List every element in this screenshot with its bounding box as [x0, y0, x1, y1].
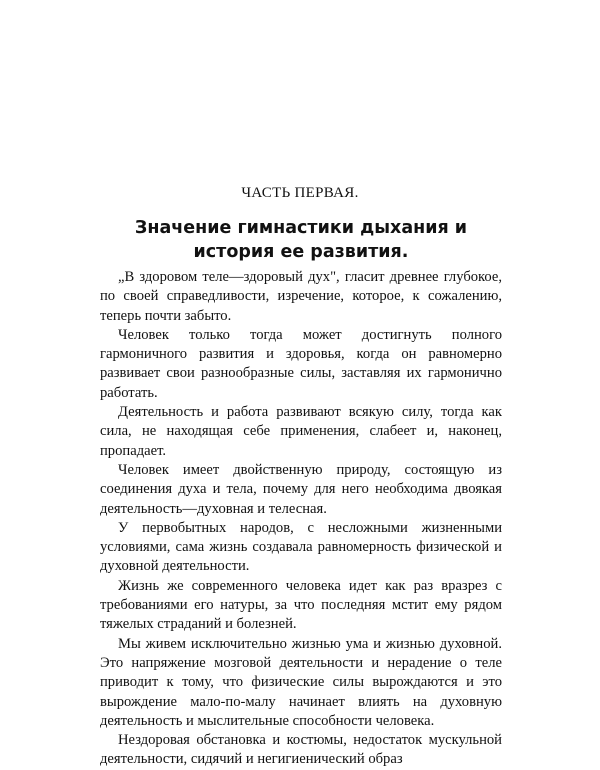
paragraph: Мы живем исключительно жизнью ума и жизнью духовной. Это напряжение мозговой деятельности и нерадение о теле приводит к тому, что физические силы вырождаются и это вырождение мало-по-малу начинает влиять на духовную деятельность и мыслительные способности человека.: [100, 635, 502, 729]
paragraph: У первобытных народов, с несложными жизненными условиями, сама жизнь создавала равномерность физической и духовной деятельности.: [100, 519, 502, 575]
paragraph: „В здоровом теле—здоровый дух", гласит древнее глубокое, по своей справедливости, изречение, которое, к сожалению, теперь почти забыто.: [100, 269, 502, 324]
paragraph: Человек имеет двойственную природу, состоящую из соединения духа и тела, почему для него необходима двоякая деятельность—духовная и телесная.: [100, 461, 502, 517]
chapter-title: Значение гимнастики дыхания и история ее развития.: [134, 218, 468, 262]
paragraph: Жизнь же современного человека идет как раз вразрез с требованиями его натуры, за что последняя мстит ему рядом тяжелых страданий и болезней.: [100, 577, 502, 633]
paragraph: Нездоровая обстановка и костюмы, недостаток мускульной деятельности, сидячий и негигиенический образ: [100, 732, 502, 768]
body-text: [100, 268, 502, 770]
paragraph: Деятельность и работа развивают всякую силу, тогда как сила, не находящая себе применения, слабеет и, наконец, пропадает.: [100, 404, 502, 459]
paragraph: Человек только тогда может достигнуть полного гармоничного развития и здоровья, когда он равномерно развивает свои разнообразные силы, заставляя их гармонично работать.: [100, 326, 502, 401]
part-label: ЧАСТЬ ПЕРВАЯ.: [241, 185, 359, 201]
